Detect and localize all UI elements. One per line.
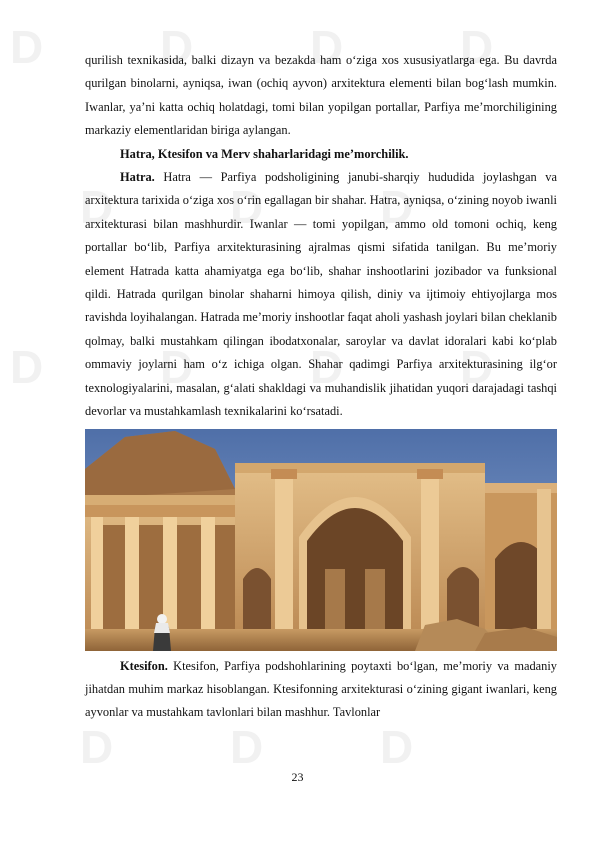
watermark-glyph: D	[380, 181, 416, 233]
watermark-glyph: D	[310, 21, 346, 73]
watermark-glyph: D	[80, 721, 116, 773]
watermark-glyph: D	[380, 721, 416, 773]
watermark-glyph: D	[230, 181, 266, 233]
hatra-text: Hatra — Parfiya podsholigining janubi-sharqiy hududida joylashgan va arxitektura tarixida o‘ziga xos o‘rin egallagan bir shahar. Hatra, ayniqsa, o‘zining noyob iwanli arxitekturasi bilan mashhurdir. Iwanlar — tomi yopilgan, ammo old tomoni ochiq, keng portallar bo‘lib, Parfiya arxitekturasining ajralmas qismi sifatida tanilgan. Bu me’moriy element Hatrada katta ahamiyatga ega bo‘lib, shahar inshootlarini jozibador va funksional qildi. Hatrada qurilgan binolar shaharni himoya qilish, diniy va ijtimoiy ehtiyojlarga mos ravishda loyihalangan. Hatrada me’moriy inshootlar faqat aholi yashash joylari bilan cheklanib qolmay, balki mustahkam qilingan ibodatxonalar, saroylar va davlat idoralari kabi ko‘plab ommaviy joylarni ham o‘z ichiga olgan. Shahar qadimgi Parfiya arxitekturasining ilg‘or texnologiyalarini, masalan, g‘alati shakldagi va muhandislik jihatidan yuqori darajadagi tashqi devorlar va mustahkamlash texnikalarini ko‘rsatadi.	[85, 170, 557, 419]
page-number: 23	[291, 770, 304, 784]
watermark-glyph: D	[160, 21, 196, 73]
hatra-lead: Hatra.	[120, 170, 155, 185]
page-content	[85, 49, 557, 725]
watermark-glyph: D	[230, 721, 266, 773]
ktesifon-text: Ktesifon, Parfiya podshohlarining poytaxti bo‘lgan, me’moriy va madaniy jihatdan muhim markaz hisoblangan. Ktesifonning arxitekturasi o‘zining gigant iwanlari, keng ayvonlar va mustahkam tavlonlari bilan mashhur. Tavlonlar	[85, 658, 557, 720]
section-heading: Hatra, Ktesifon va Merv shaharlaridagi me’morchilik.	[120, 146, 409, 161]
watermark-glyph: D	[460, 21, 496, 73]
hatra-paragraph	[85, 166, 557, 423]
ktesifon-paragraph	[85, 655, 557, 725]
watermark-glyph: D	[310, 341, 346, 393]
watermark-glyph: D	[160, 341, 196, 393]
watermark-glyph: D	[460, 341, 496, 393]
watermark-glyph: D	[80, 181, 116, 233]
ktesifon-lead: Ktesifon.	[120, 658, 168, 673]
hatra-ruins-photo	[85, 429, 557, 651]
watermark-glyph: D	[10, 341, 46, 393]
watermark-glyph: D	[10, 21, 46, 73]
intro-paragraph: qurilish texnikasida, balki dizayn va bezakda ham o‘ziga xos xususiyatlarga ega. Bu davrda qurilgan binolarni, ayniqsa, iwan (ochiq ayvon) arxitektura elementi bilan bog‘lash mumkin. Iwanlar, ya’ni katta ochiq holatdagi, tomi bilan yopilgan portallar, Parfiya me’morchiligining markaziy elementlaridan biriga aylangan.	[85, 53, 557, 138]
